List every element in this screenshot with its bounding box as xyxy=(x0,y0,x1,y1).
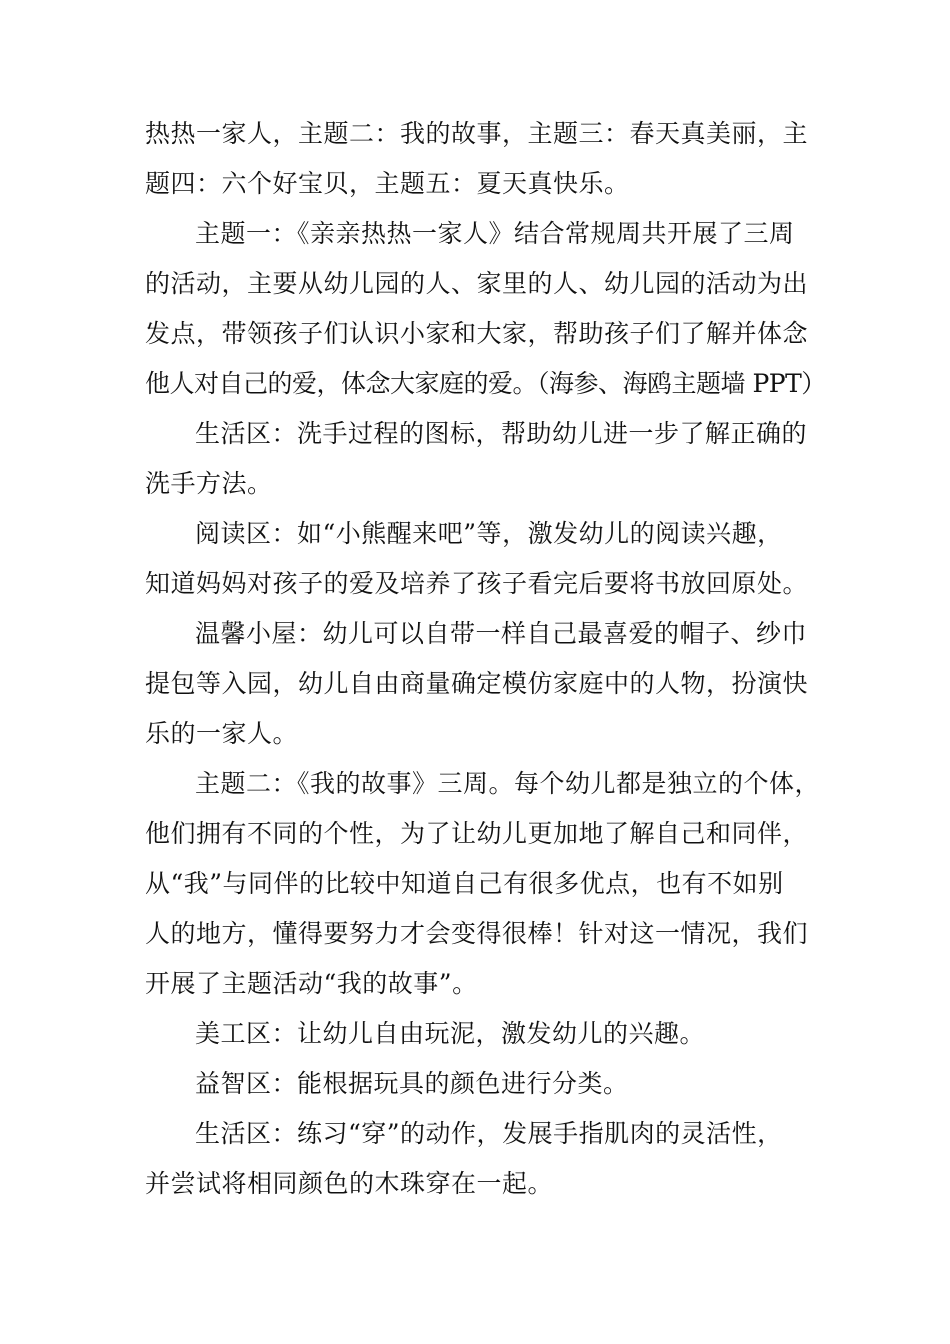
text-line: 乐的一家人。 xyxy=(145,719,299,748)
text-line: 温馨小屋：幼儿可以自带一样自己最喜爱的帽子、纱巾 xyxy=(195,619,808,648)
text-line: 知道妈妈对孩子的爱及培养了孩子看完后要将书放回原处。 xyxy=(145,569,809,598)
text-line: 生活区：洗手过程的图标，帮助幼儿进一步了解正确的 xyxy=(195,419,808,448)
text-line: 从“我”与同伴的比较中知道自己有很多优点，也有不如别 xyxy=(145,869,784,898)
text-line: 主题一：《亲亲热热一家人》结合常规周共开展了三周 xyxy=(195,219,795,248)
text-line: 益智区：能根据玩具的颜色进行分类。 xyxy=(195,1069,629,1098)
text-line: 他们拥有不同的个性，为了让幼儿更加地了解自己和同伴， xyxy=(145,819,809,848)
text-line: 并尝试将相同颜色的木珠穿在一起。 xyxy=(145,1169,554,1198)
text-line: 阅读区：如“小熊醒来吧”等，激发幼儿的阅读兴趣， xyxy=(195,519,783,548)
text-line: 发点，带领孩子们认识小家和大家，帮助孩子们了解并体念 xyxy=(145,319,809,348)
text-line: 主题二：《我的故事》三周。每个幼儿都是独立的个体， xyxy=(195,769,821,798)
text-line: 提包等入园，幼儿自由商量确定模仿家庭中的人物，扮演快 xyxy=(145,669,809,698)
text-line: 他人对自己的爱，体念大家庭的爱。（海参、海鸥主题墙 PPT） xyxy=(145,369,826,398)
text-line: 生活区：练习“穿”的动作，发展手指肌肉的灵活性， xyxy=(195,1119,783,1148)
text-line: 开展了主题活动“我的故事”。 xyxy=(145,969,478,998)
text-line: 洗手方法。 xyxy=(145,469,273,498)
text-line: 的活动，主要从幼儿园的人、家里的人、幼儿园的活动为出 xyxy=(145,269,809,298)
text-line: 题四：六个好宝贝，主题五：夏天真快乐。 xyxy=(145,169,630,198)
text-line: 热热一家人，主题二：我的故事，主题三：春天真美丽，主 xyxy=(145,119,809,148)
text-line: 人的地方，懂得要努力才会变得很棒！针对这一情况，我们 xyxy=(145,919,809,948)
text-line: 美工区：让幼儿自由玩泥，激发幼儿的兴趣。 xyxy=(195,1019,706,1048)
